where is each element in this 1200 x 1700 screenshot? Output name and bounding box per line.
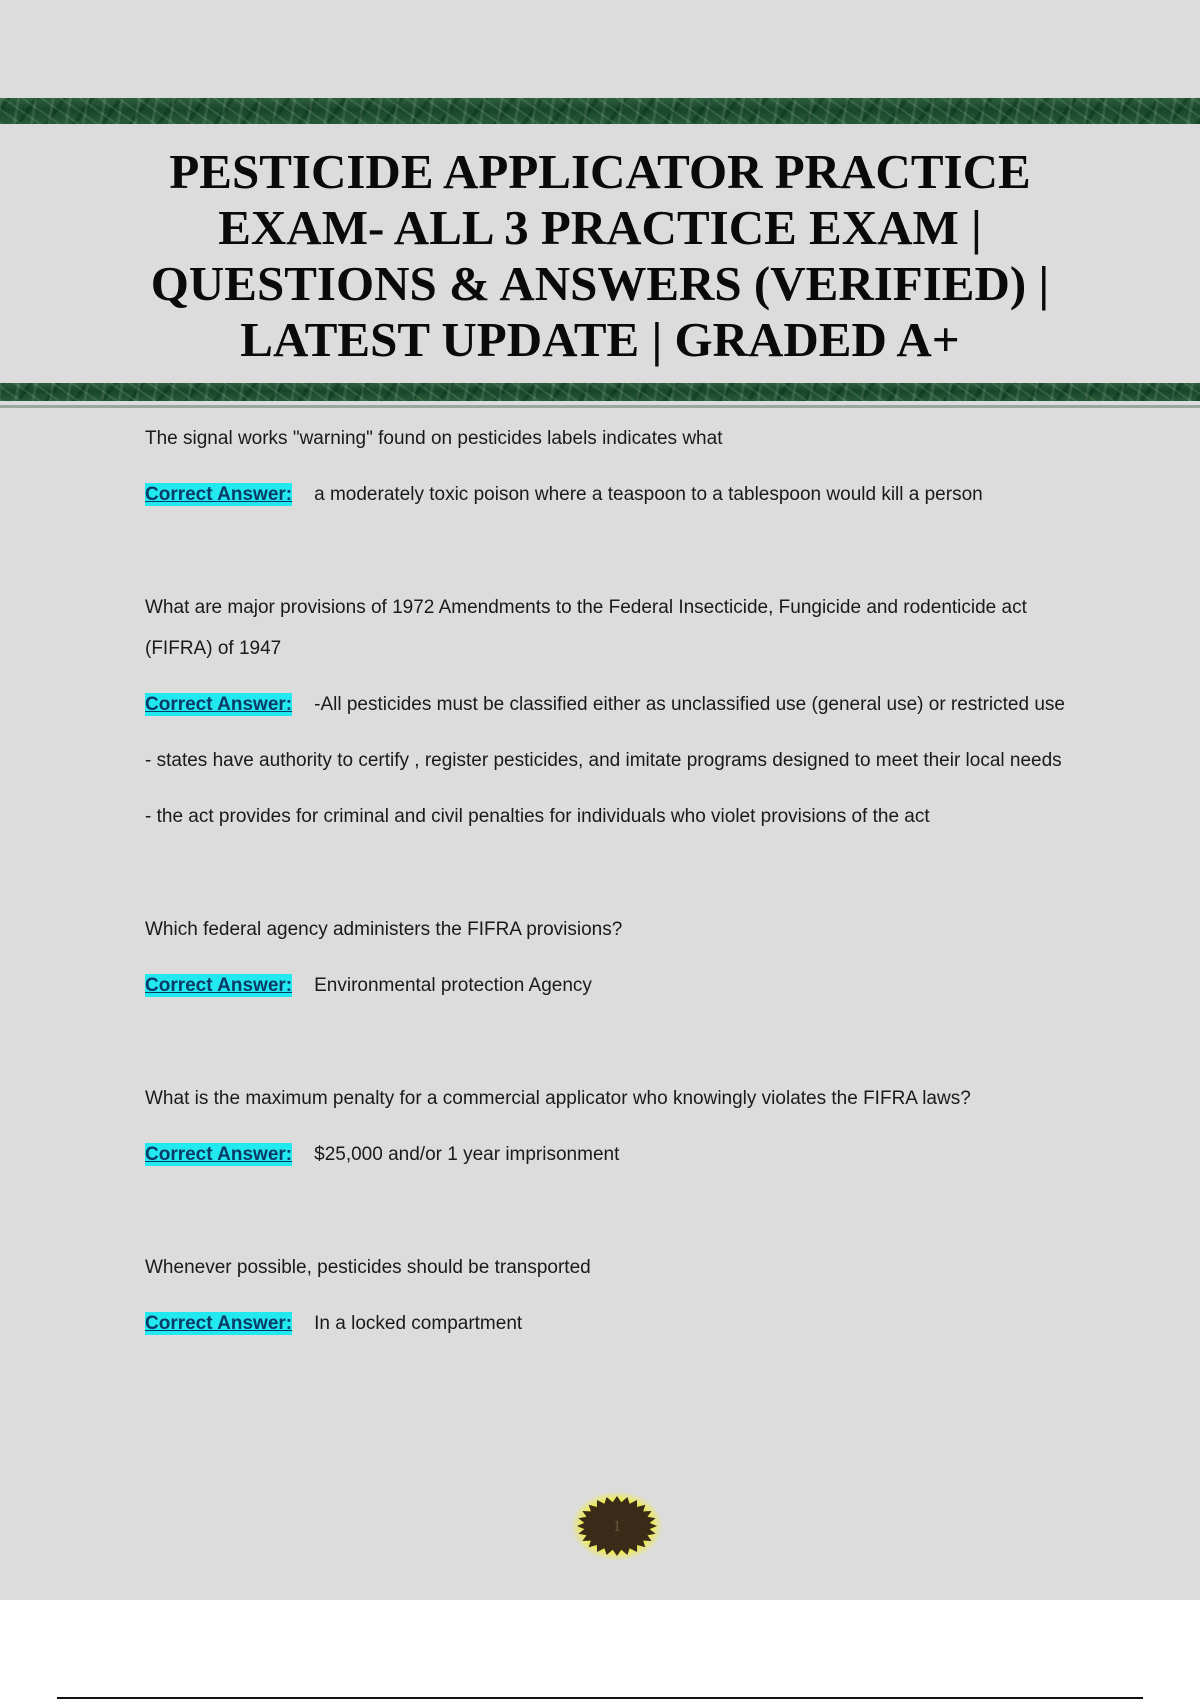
question-text: Which federal agency administers the FIFRA provisions? (145, 919, 623, 940)
correct-answer-label: Correct Answer: (145, 1144, 293, 1165)
correct-answer-label: Correct Answer: (145, 975, 293, 996)
question-text: Whenever possible, pesticides should be transported (145, 1257, 591, 1278)
title-line: PESTICIDE APPLICATOR PRACTICE (169, 144, 1031, 199)
answer-extra-line: - states have authority to certify , register pesticides, and imitate programs designed to meet their local needs (145, 750, 1062, 771)
answer-text: $25,000 and/or 1 year imprisonment (314, 1144, 620, 1165)
question-text: The signal works "warning" found on pesticides labels indicates what (145, 428, 723, 449)
qa-item (145, 418, 1085, 515)
answer-line (145, 1134, 1085, 1175)
question-text: What are major provisions of 1972 Amendments to the Federal Insecticide, Fungicide and rodenticide act (FIFRA) of 1947 (145, 597, 1027, 659)
answer-line (145, 965, 1085, 1006)
answer-text: -All pesticides must be classified either as unclassified use (general use) or restricted use (314, 694, 1065, 715)
question-text: What is the maximum penalty for a commercial applicator who knowingly violates the FIFRA laws? (145, 1088, 971, 1109)
document-title (100, 144, 1100, 368)
title-line: QUESTIONS & ANSWERS (VERIFIED) | (150, 256, 1050, 311)
answer-text: a moderately toxic poison where a teaspoon to a tablespoon would kill a person (314, 484, 983, 505)
answer-line (145, 684, 1085, 725)
title-line: LATEST UPDATE | GRADED A+ (240, 312, 960, 367)
answer-extra-line: - the act provides for criminal and civil penalties for individuals who violet provisions of the act (145, 806, 930, 827)
answer-text: Environmental protection Agency (314, 975, 592, 996)
qa-item (145, 1078, 1085, 1175)
answer-line (145, 474, 1085, 515)
qa-list (145, 418, 1085, 1344)
correct-answer-label: Correct Answer: (145, 1313, 293, 1334)
footer-rule (57, 1697, 1143, 1699)
page-number: 1 (613, 1518, 621, 1535)
header-top-border (0, 98, 1200, 124)
qa-item (145, 909, 1085, 1006)
answer-text: In a locked compartment (314, 1313, 523, 1334)
header-divider (0, 405, 1200, 408)
qa-item (145, 587, 1085, 837)
page-number-seal (571, 1491, 663, 1561)
qa-item (145, 1247, 1085, 1344)
correct-answer-label: Correct Answer: (145, 694, 293, 715)
header-bottom-border (0, 383, 1200, 401)
answer-line (145, 1303, 1085, 1344)
correct-answer-label: Correct Answer: (145, 484, 293, 505)
title-line: EXAM- ALL 3 PRACTICE EXAM | (218, 200, 982, 255)
